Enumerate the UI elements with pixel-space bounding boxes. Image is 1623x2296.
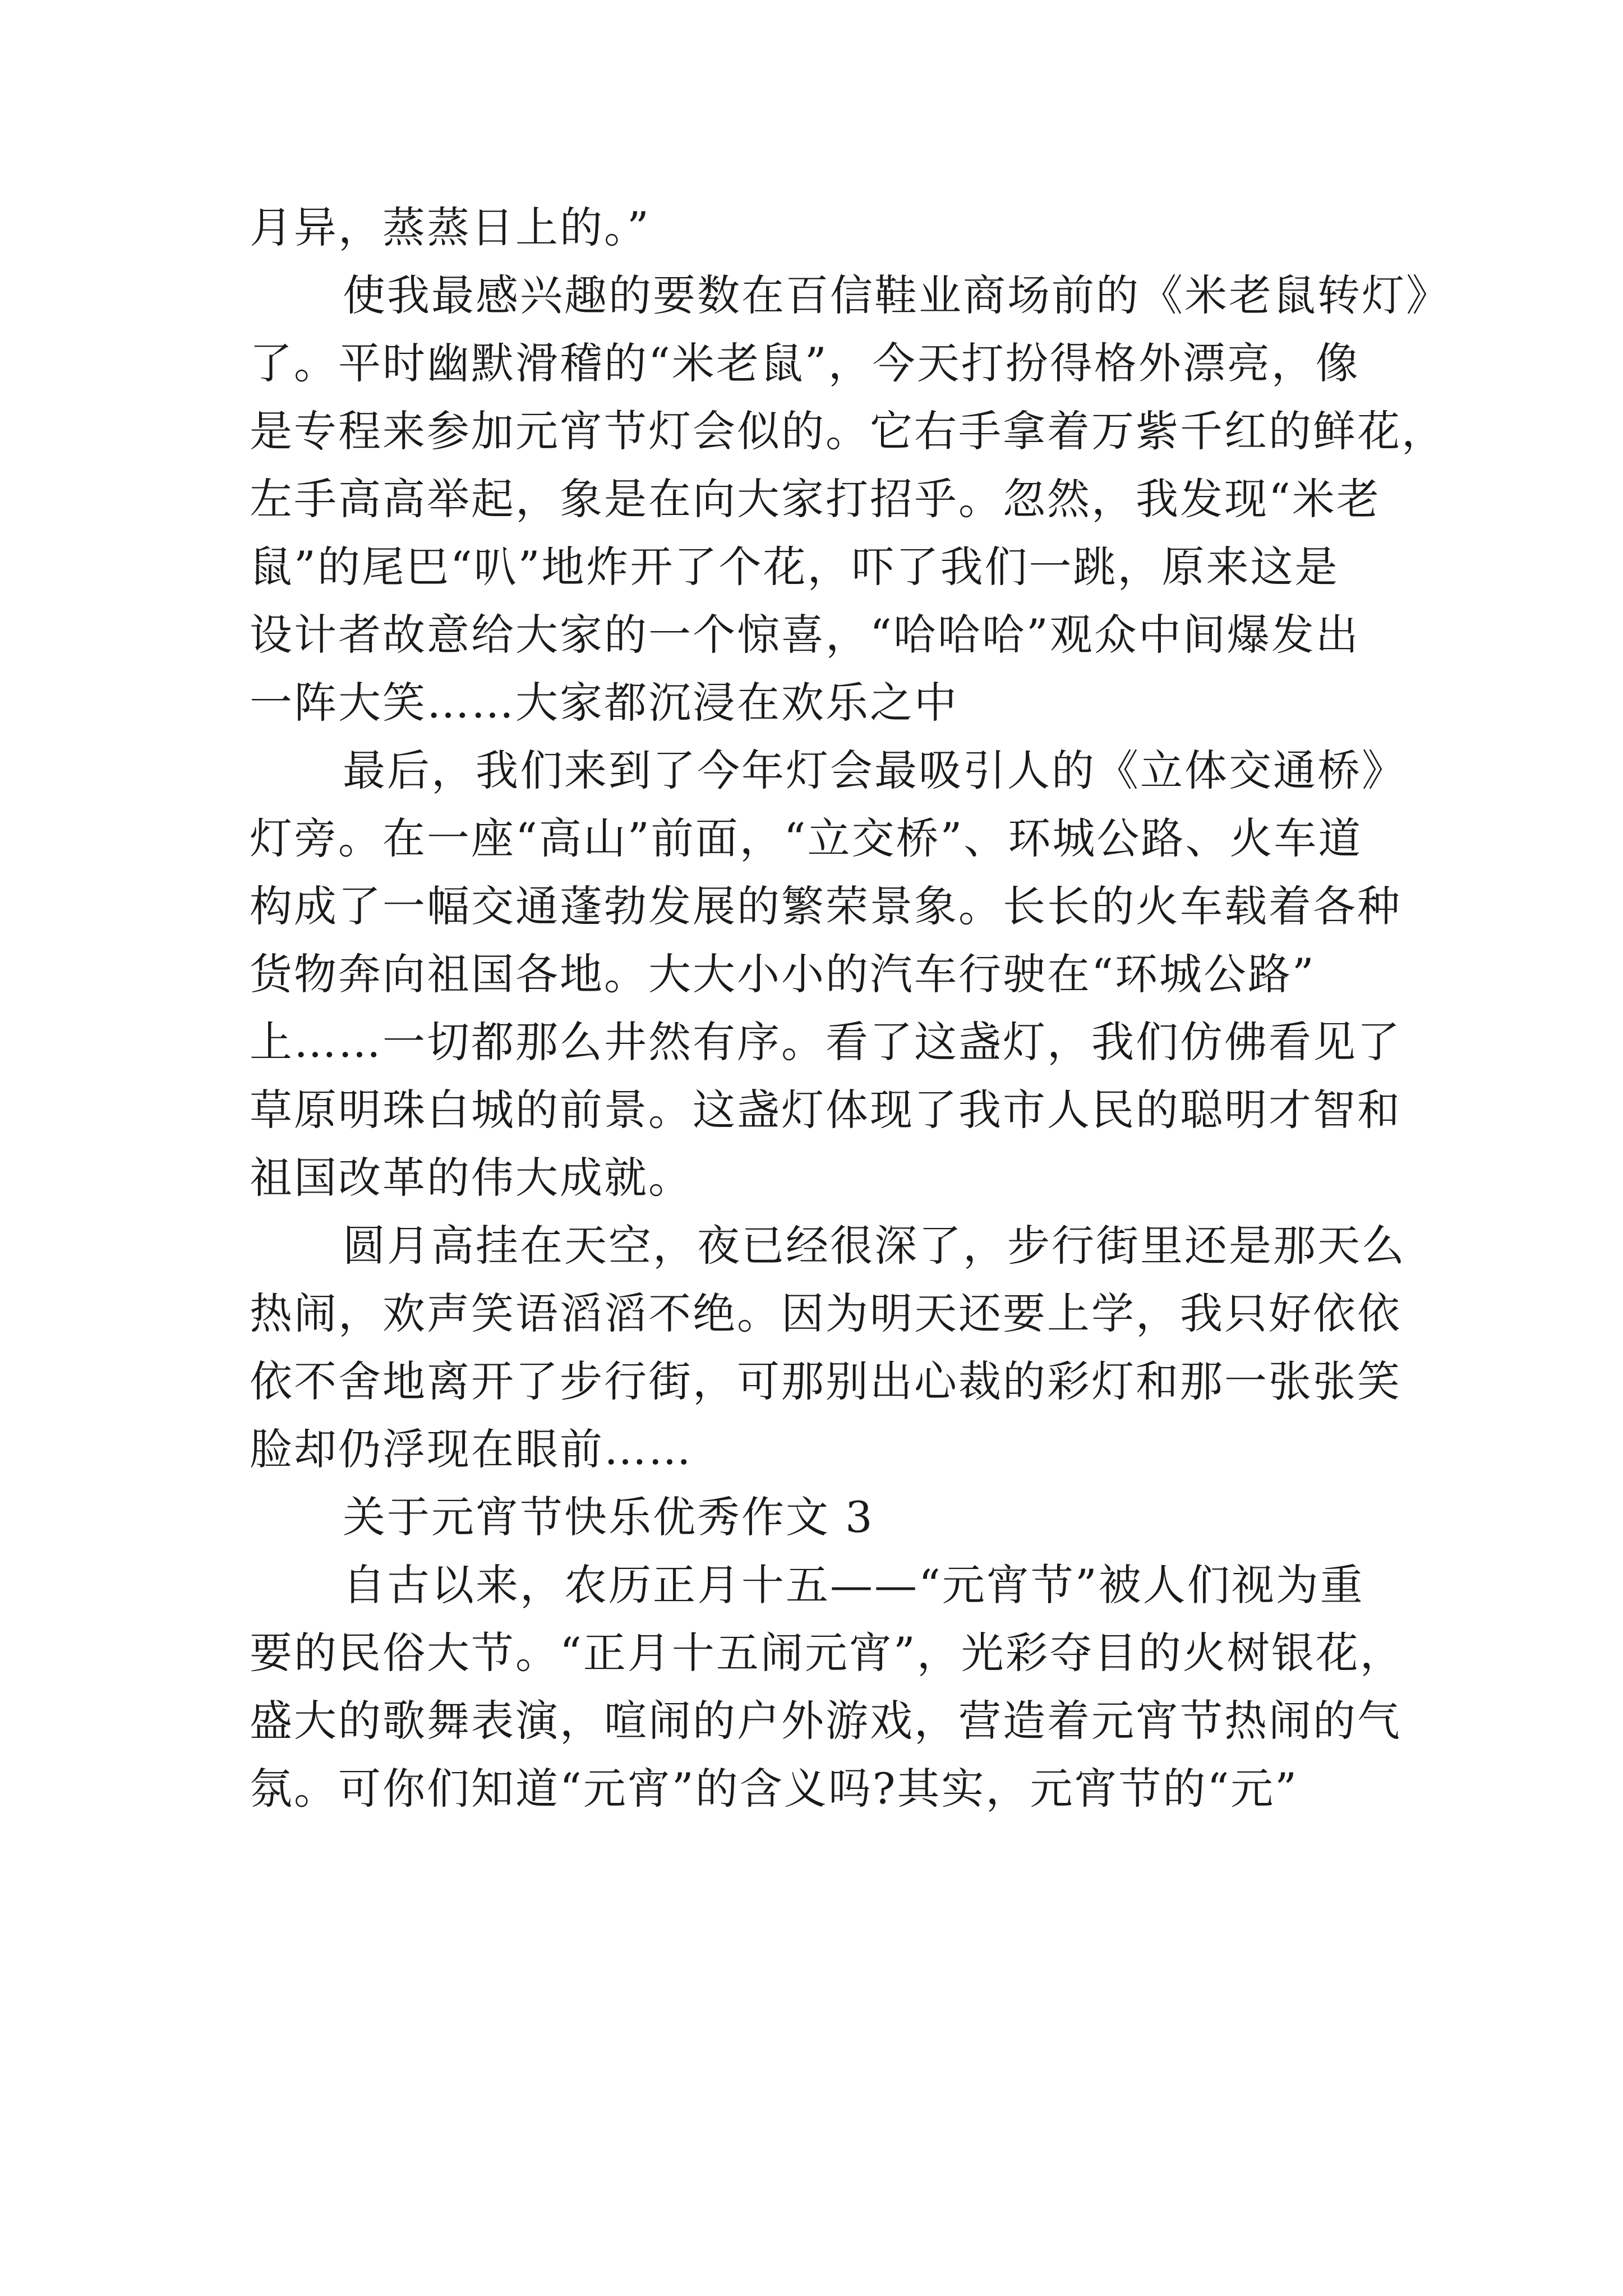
text-line: 灯旁。在一座“高山”前面，“立交桥”、环城公路、火车道	[250, 813, 1363, 863]
text-line: 要的民俗大节。“正月十五闹元宵”，光彩夺目的火树银花，	[250, 1628, 1404, 1678]
text-line: 鼠”的尾巴“叭”地炸开了个花，吓了我们一跳，原来这是	[250, 542, 1339, 592]
text-line: 是专程来参加元宵节灯会似的。它右手拿着万紫千红的鲜花，	[250, 406, 1446, 456]
text-line: 左手高高举起，象是在向大家打招乎。忽然，我发现“米老	[250, 474, 1381, 524]
paragraph-start-line: 使我最感兴趣的要数在百信鞋业商场前的《米老鼠转灯》	[343, 270, 1450, 320]
text-line: 热闹，欢声笑语滔滔不绝。因为明天还要上学，我只好依依	[250, 1289, 1401, 1338]
text-line: 依不舍地离开了步行街，可那别出心裁的彩灯和那一张张笑	[250, 1356, 1401, 1406]
paragraph-start-line: 自古以来，农历正月十五——“元宵节”被人们视为重	[343, 1560, 1364, 1610]
section-heading: 关于元宵节快乐优秀作文 3	[343, 1492, 874, 1542]
text-line: 了。平时幽默滑稽的“米老鼠”，今天打扮得格外漂亮，像	[250, 338, 1360, 388]
body-text	[250, 194, 1450, 1823]
text-line: 一阵大笑……大家都沉浸在欢乐之中	[250, 678, 958, 728]
text-line: 脸却仍浮现在眼前……	[250, 1424, 693, 1474]
text-line: 草原明珠白城的前景。这盏灯体现了我市人民的聪明才智和	[250, 1085, 1401, 1135]
text-line: 月异，蒸蒸日上的。”	[250, 203, 651, 252]
text-line: 构成了一幅交通蓬勃发展的繁荣景象。长长的火车载着各种	[250, 881, 1401, 931]
text-line: 盛大的歌舞表演，喧闹的户外游戏，营造着元宵节热闹的气	[250, 1696, 1401, 1746]
paragraph-start-line: 圆月高挂在天空，夜已经很深了，步行街里还是那天么	[343, 1221, 1406, 1271]
text-line: 设计者故意给大家的一个惊喜，“哈哈哈”观众中间爆发出	[250, 610, 1360, 660]
text-line: 上……一切都那么井然有序。看了这盏灯，我们仿佛看见了	[250, 1017, 1401, 1067]
text-line: 货物奔向祖国各地。大大小小的汽车行驶在“环城公路”	[250, 949, 1316, 999]
text-line: 氛。可你们知道“元宵”的含义吗?其实，元宵节的“元”	[250, 1764, 1299, 1814]
text-line: 祖国改革的伟大成就。	[250, 1153, 693, 1203]
paragraph-start-line: 最后，我们来到了今年灯会最吸引人的《立体交通桥》	[343, 746, 1406, 795]
